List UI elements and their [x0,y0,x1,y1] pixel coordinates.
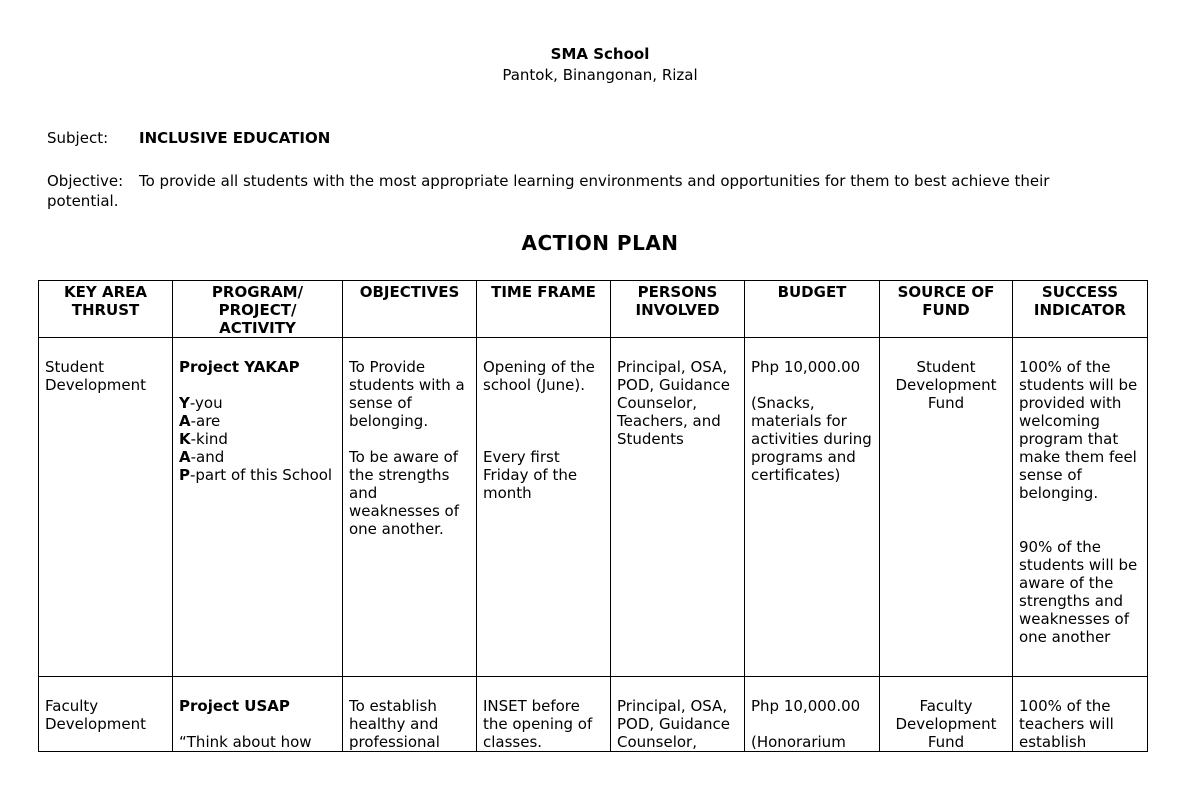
persons-text: Principal, OSA, POD, Guidance Counselor, Teachers, and Students [617,358,730,448]
acronym-rest: -part of this School [190,466,333,484]
cell-program [173,677,343,752]
header-budget: BUDGET [745,281,880,338]
header-key-area: KEY AREA THRUST [39,281,173,338]
cell-key-area [39,677,173,752]
success-item: 90% of the students will be aware of the strengths and weaknesses of one another [1019,538,1138,646]
cell-objectives [343,338,477,677]
acronym-line [179,466,336,484]
cell-time-frame [477,338,611,677]
time-frame-item: INSET before the opening of classes. [483,697,593,751]
objective-text-line2: potential. [47,192,119,210]
budget-amount: Php 10,000.00 [751,697,861,715]
cell-source-of-fund [880,677,1013,752]
school-name: SMA School [550,45,650,63]
acronym-letter: K [179,430,191,448]
program-title: Project USAP [179,697,290,715]
header-objectives: OBJECTIVES [343,281,477,338]
cell-key-area [39,338,173,677]
acronym-rest: -are [190,412,221,430]
time-frame-item: Every first Friday of the month [483,448,578,502]
table-header-row [39,281,1148,338]
acronym-line [179,430,336,448]
acronym-letter: A [179,448,191,466]
header-persons-involved: PERSONS INVOLVED [611,281,745,338]
cell-source-of-fund [880,338,1013,677]
objective-label: Objective: [47,172,124,190]
acronym-line [179,394,336,412]
acronym-rest: -you [189,394,223,412]
school-address: Pantok, Binangonan, Rizal [502,66,698,84]
cell-time-frame [477,677,611,752]
subject-label: Subject: [47,129,109,147]
budget-amount: Php 10,000.00 [751,358,861,376]
objective-item: To establish healthy and professional [349,697,440,751]
acronym-rest: -and [190,448,225,466]
header-program: PROGRAM/ PROJECT/ ACTIVITY [173,281,343,338]
acronym-line [179,448,336,466]
table-row [39,338,1148,677]
source-of-fund-text: Faculty Development Fund [895,697,997,751]
cell-budget [745,677,880,752]
cell-persons [611,338,745,677]
success-item: 100% of the students will be provided with welcoming program that make them feel sense of belonging. [1019,358,1138,502]
persons-text: Principal, OSA, POD, Guidance Counselor, [617,697,730,751]
source-of-fund-text: Student Development Fund [895,358,997,412]
objective-item: To Provide students with a sense of belonging. [349,358,465,430]
cell-budget [745,338,880,677]
cell-program [173,338,343,677]
cell-success [1013,677,1148,752]
cell-objectives [343,677,477,752]
acronym-line [179,412,336,430]
cell-success [1013,338,1148,677]
program-quote: “Think about how [179,733,312,751]
program-title: Project YAKAP [179,358,300,376]
acronym-letter: P [179,466,190,484]
table-row [39,677,1148,752]
key-area-text: Faculty Development [45,697,146,733]
key-area-text: Student Development [45,358,146,394]
header-source-of-fund: SOURCE OF FUND [880,281,1013,338]
header-success-indicator: SUCCESS INDICATOR [1013,281,1148,338]
budget-note: (Honorarium [751,733,846,751]
plan-title: ACTION PLAN [521,231,679,255]
acronym-letter: A [179,412,191,430]
cell-persons [611,677,745,752]
header-time-frame: TIME FRAME [477,281,611,338]
subject-value: INCLUSIVE EDUCATION [139,129,331,147]
success-item: 100% of the teachers will establish [1019,697,1114,751]
objective-item: To be aware of the strengths and weaknesses of one another. [349,448,460,538]
acronym-rest: -kind [190,430,228,448]
budget-note: (Snacks, materials for activities during programs and certificates) [751,394,872,484]
acronym-letter: Y [179,394,190,412]
action-plan-table [38,280,1148,752]
objective-block [47,171,1107,211]
objective-text-line1: To provide all students with the most appropriate learning environments and opportunities for them to best achieve their [139,172,1050,190]
time-frame-item: Opening of the school (June). [483,358,595,394]
